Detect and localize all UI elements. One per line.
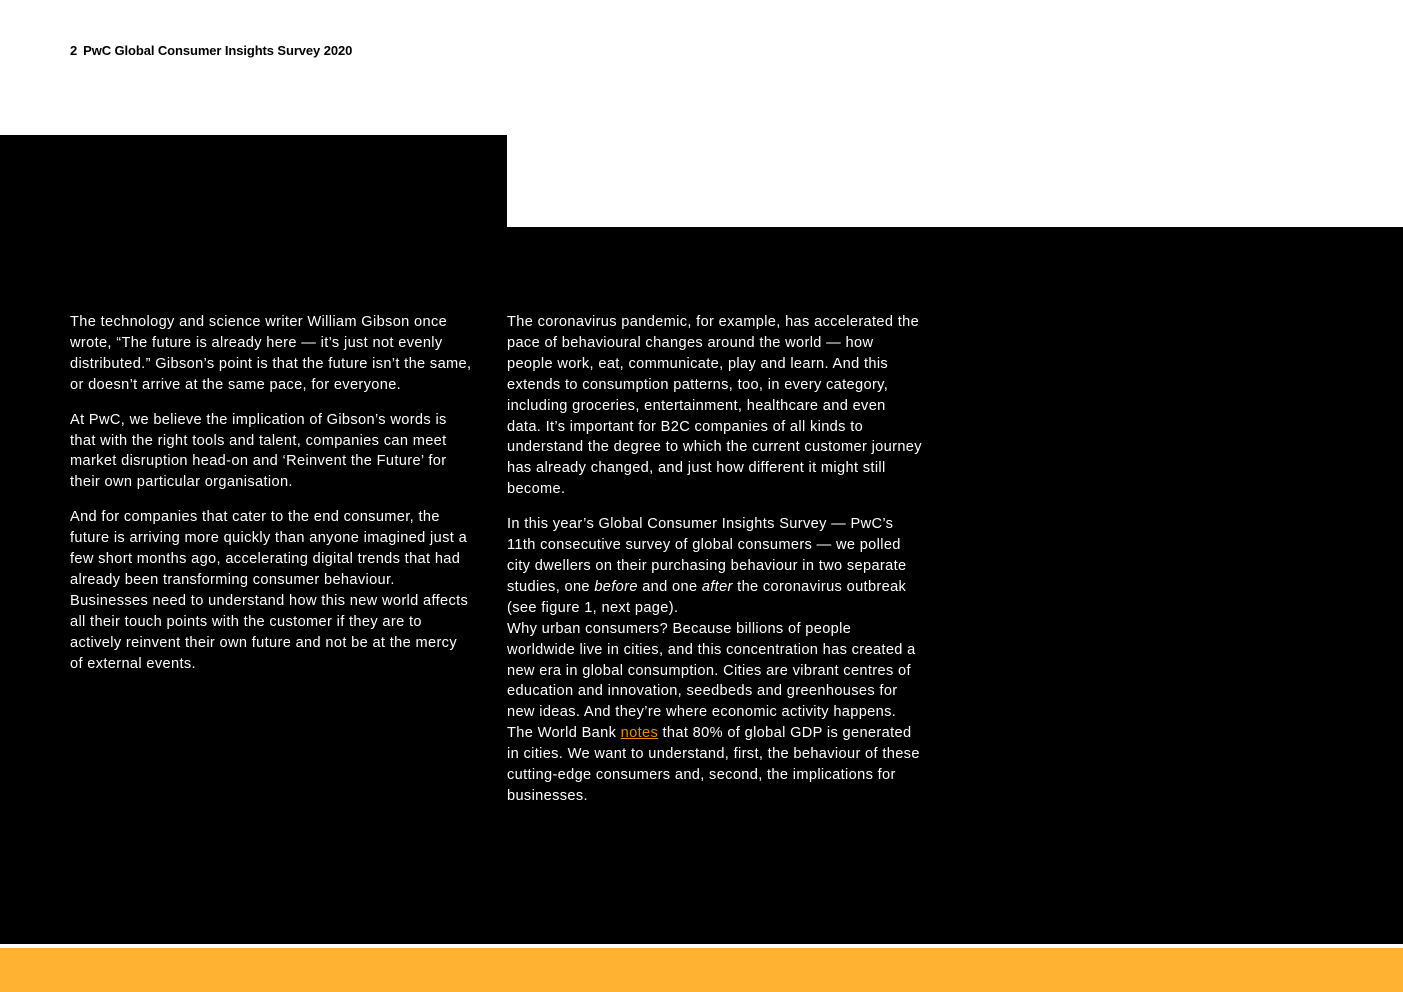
right-paragraph-1: The coronavirus pandemic, for example, has accelerated the pace of behavioural changes around the world — how people work, eat, communicate, play and learn. And this extends to consumption patterns, too, in every category, including groceries, entertainment, healthcare and even data. It’s important for B2C companies of all kinds to understand the degree to which the current customer journey has already changed, and just how different it might still become. xyxy=(507,314,922,498)
p3-text-1: Why urban consumers? Because billions of people worldwide live in cities, and this concentration has created a new era in global consumption. Cities are vibrant centres of education and innovation, seedbeds and greenhouses for new ideas. And they’re where economic activity happens. The World Bank xyxy=(507,620,916,742)
left-column xyxy=(70,312,472,689)
left-paragraph-2: At PwC, we believe the implication of Gibson’s words is that with the right tools and talent, companies can meet market disruption head-on and ‘Reinvent the Future’ for their own particular organisation. xyxy=(70,411,447,491)
left-paragraph-1: The technology and science writer William Gibson once wrote, “The future is already here — it’s just not evenly distributed.” Gibson’s point is that the future isn’t the same, or doesn’t arrive at the same pace, for everyone. xyxy=(70,314,472,393)
p2-emphasis-after: after xyxy=(701,578,733,595)
page-header xyxy=(70,43,352,58)
p2-text-1: In this year’s Global Consumer Insights Survey — PwC’s 11th consecutive survey of global consumers — we polled city dwellers on their purchasing behaviour in two separate studies, one xyxy=(507,516,907,595)
page-number: 2 xyxy=(70,43,78,58)
p2-text-3: the coronavirus outbreak (see figure 1, next page). xyxy=(507,578,907,616)
p2-emphasis-before: before xyxy=(594,578,638,595)
left-paragraph-3: And for companies that cater to the end consumer, the future is arriving more quickly than anyone imagined just a few short months ago, accelerating digital trends that had already been transforming consumer behaviour. Businesses need to understand how this new world affects all their touch points with the customer if they are to actively reinvent their own future and not be at the mercy of external events. xyxy=(70,509,469,672)
right-column xyxy=(507,312,923,821)
footer-accent-strip xyxy=(0,948,1403,992)
black-header-block xyxy=(0,135,507,230)
document-title: PwC Global Consumer Insights Survey 2020 xyxy=(83,43,353,58)
world-bank-notes-link[interactable]: notes xyxy=(620,725,659,742)
p2-text-2: and one xyxy=(637,578,702,595)
right-paragraph-2 xyxy=(507,514,923,619)
right-paragraph-3 xyxy=(507,619,923,807)
p3-text-2: that 80% of global GDP is generated in cities. We want to understand, first, the behaviour of these cutting-edge consumers and, second, the implications for businesses. xyxy=(507,725,920,804)
